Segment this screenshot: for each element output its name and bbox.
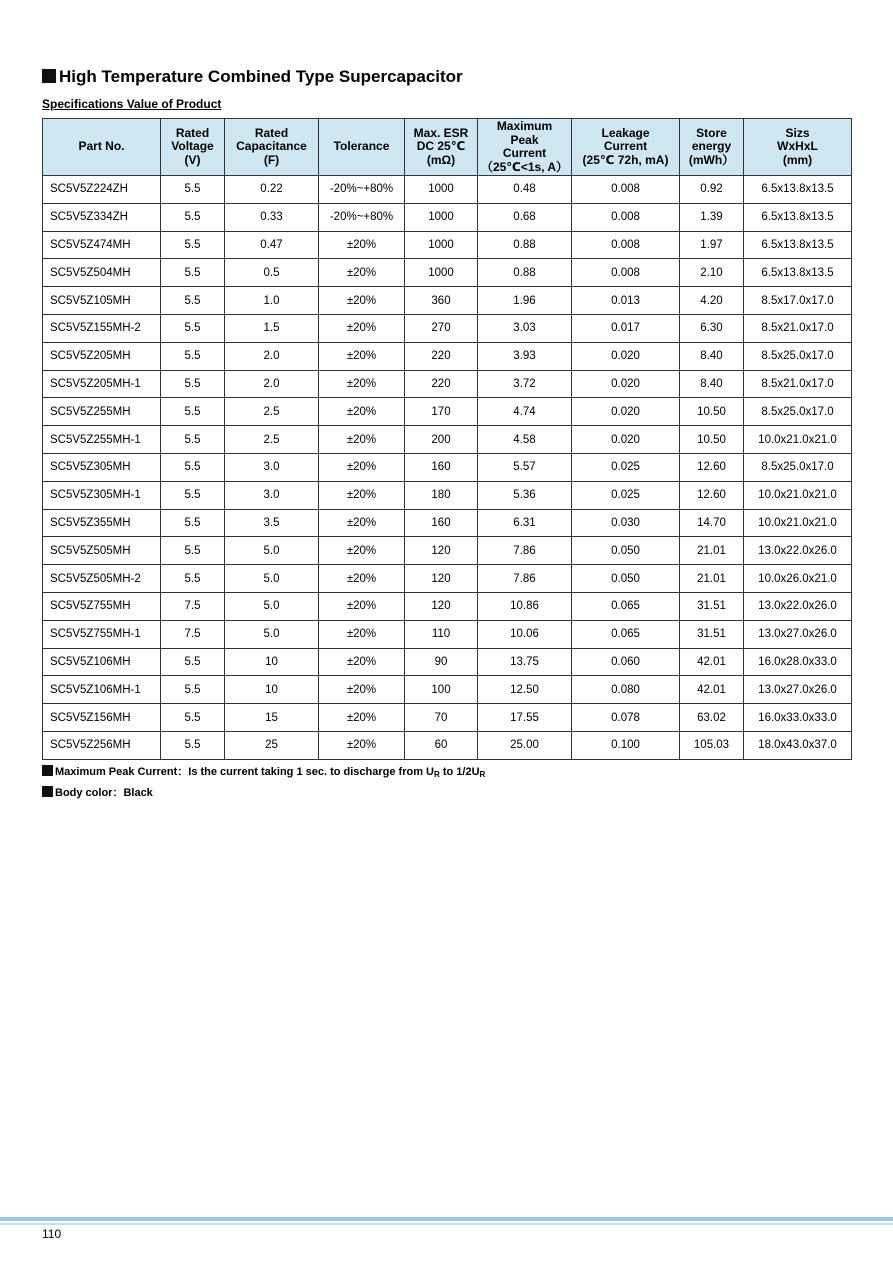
table-cell: 0.008: [572, 231, 680, 259]
table-row: [43, 648, 852, 676]
table-cell: 220: [405, 342, 478, 370]
table-cell: 8.40: [680, 342, 744, 370]
table-cell: 13.0x27.0x26.0: [744, 620, 852, 648]
column-header: [572, 119, 680, 176]
column-header-line: Leakage: [601, 125, 650, 140]
table-cell: 70: [405, 704, 478, 732]
table-cell: 0.5: [225, 259, 319, 287]
table-cell: 0.47: [225, 231, 319, 259]
table-cell: 7.86: [478, 537, 572, 565]
table-cell: 42.01: [680, 676, 744, 704]
table-cell: 110: [405, 620, 478, 648]
table-cell: 15: [225, 704, 319, 732]
table-cell: 0.22: [225, 176, 319, 204]
table-cell: 1000: [405, 176, 478, 204]
table-cell: 5.0: [225, 620, 319, 648]
page-title: [42, 66, 463, 88]
column-header-line: DC 25℃: [416, 139, 466, 154]
column-header-line: Peak: [510, 132, 539, 147]
column-header: [225, 119, 319, 176]
table-cell: 4.58: [478, 426, 572, 454]
table-cell: 5.5: [161, 676, 225, 704]
column-header-line: （25℃<1s, A）: [480, 159, 569, 174]
table-cell: 6.5x13.8x13.5: [744, 203, 852, 231]
part-number-cell: SC5V5Z106MH: [43, 648, 161, 676]
table-cell: 5.5: [161, 731, 225, 759]
table-cell: 3.93: [478, 342, 572, 370]
column-header-line: Tolerance: [333, 139, 390, 154]
table-row: [43, 676, 852, 704]
table-cell: 5.5: [161, 176, 225, 204]
table-row: [43, 426, 852, 454]
table-cell: 0.060: [572, 648, 680, 676]
table-cell: 5.5: [161, 537, 225, 565]
table-cell: 1.96: [478, 287, 572, 315]
table-cell: 0.008: [572, 203, 680, 231]
table-cell: 14.70: [680, 509, 744, 537]
table-cell: 5.5: [161, 314, 225, 342]
table-cell: 0.020: [572, 398, 680, 426]
table-cell: 7.5: [161, 620, 225, 648]
table-cell: 220: [405, 370, 478, 398]
part-number-cell: SC5V5Z505MH-2: [43, 565, 161, 593]
table-cell: ±20%: [319, 453, 405, 481]
table-row: [43, 592, 852, 620]
table-cell: 2.5: [225, 426, 319, 454]
table-cell: 10.50: [680, 398, 744, 426]
table-cell: 10.0x21.0x21.0: [744, 509, 852, 537]
part-number-cell: SC5V5Z474MH: [43, 231, 161, 259]
table-cell: 0.078: [572, 704, 680, 732]
table-cell: 1.97: [680, 231, 744, 259]
table-cell: 5.0: [225, 565, 319, 593]
table-cell: 10.0x26.0x21.0: [744, 565, 852, 593]
table-cell: 6.5x13.8x13.5: [744, 259, 852, 287]
column-header-line: Capacitance: [236, 139, 307, 154]
column-header-line: (F): [263, 152, 280, 167]
table-cell: 5.5: [161, 565, 225, 593]
table-cell: 0.025: [572, 453, 680, 481]
table-cell: -20%~+80%: [319, 176, 405, 204]
table-cell: 100: [405, 676, 478, 704]
section-subtitle: Specifications Value of Product: [42, 97, 222, 111]
table-cell: 1.5: [225, 314, 319, 342]
note-peak-current-mid: to 1/2U: [439, 766, 480, 778]
table-cell: 2.0: [225, 342, 319, 370]
part-number-cell: SC5V5Z755MH: [43, 592, 161, 620]
subscript-r: R: [434, 770, 440, 779]
table-cell: 0.050: [572, 565, 680, 593]
table-cell: 120: [405, 565, 478, 593]
table-cell: 3.72: [478, 370, 572, 398]
part-number-cell: SC5V5Z224ZH: [43, 176, 161, 204]
table-cell: 1.0: [225, 287, 319, 315]
table-cell: 5.5: [161, 704, 225, 732]
column-header: [405, 119, 478, 176]
table-cell: 0.065: [572, 592, 680, 620]
table-cell: 13.0x22.0x26.0: [744, 537, 852, 565]
table-cell: 10.06: [478, 620, 572, 648]
part-number-cell: SC5V5Z355MH: [43, 509, 161, 537]
table-cell: 10.86: [478, 592, 572, 620]
table-cell: 3.5: [225, 509, 319, 537]
table-cell: 10.0x21.0x21.0: [744, 481, 852, 509]
table-cell: 42.01: [680, 648, 744, 676]
column-header-line: (V): [184, 152, 201, 167]
table-cell: 5.5: [161, 453, 225, 481]
table-header-row: [43, 119, 852, 176]
table-cell: 1000: [405, 259, 478, 287]
table-cell: 5.5: [161, 509, 225, 537]
table-cell: 0.013: [572, 287, 680, 315]
table-row: [43, 731, 852, 759]
column-header: [43, 119, 161, 176]
column-header-line: energy: [691, 139, 732, 154]
table-row: [43, 620, 852, 648]
part-number-cell: SC5V5Z305MH: [43, 453, 161, 481]
table-cell: 360: [405, 287, 478, 315]
table-cell: 0.080: [572, 676, 680, 704]
table-cell: 0.020: [572, 370, 680, 398]
table-cell: 170: [405, 398, 478, 426]
table-cell: 160: [405, 453, 478, 481]
footer-rule: [0, 1217, 893, 1225]
table-cell: ±20%: [319, 426, 405, 454]
table-row: [43, 370, 852, 398]
table-row: [43, 259, 852, 287]
part-number-cell: SC5V5Z334ZH: [43, 203, 161, 231]
column-header: [680, 119, 744, 176]
table-cell: 10: [225, 676, 319, 704]
table-row: [43, 565, 852, 593]
table-cell: ±20%: [319, 370, 405, 398]
table-cell: 1000: [405, 203, 478, 231]
table-cell: 8.5x21.0x17.0: [744, 314, 852, 342]
note-peak-current-label: Maximum Peak Current：: [55, 766, 189, 778]
table-row: [43, 231, 852, 259]
page-title-text: High Temperature Combined Type Supercapacitor: [59, 67, 463, 86]
table-cell: 2.0: [225, 370, 319, 398]
table-cell: ±20%: [319, 592, 405, 620]
table-cell: 5.5: [161, 287, 225, 315]
table-cell: 12.60: [680, 481, 744, 509]
table-cell: ±20%: [319, 509, 405, 537]
table-row: [43, 481, 852, 509]
table-cell: 4.20: [680, 287, 744, 315]
table-row: [43, 314, 852, 342]
part-number-cell: SC5V5Z105MH: [43, 287, 161, 315]
table-cell: 5.5: [161, 370, 225, 398]
table-cell: 5.57: [478, 453, 572, 481]
part-number-cell: SC5V5Z156MH: [43, 704, 161, 732]
part-number-cell: SC5V5Z255MH: [43, 398, 161, 426]
column-header: [478, 119, 572, 176]
table-cell: 7.5: [161, 592, 225, 620]
table-cell: 0.33: [225, 203, 319, 231]
table-cell: ±20%: [319, 704, 405, 732]
table-cell: ±20%: [319, 342, 405, 370]
page-number: 110: [42, 1227, 62, 1241]
table-cell: 5.5: [161, 648, 225, 676]
table-row: [43, 203, 852, 231]
table-cell: 13.75: [478, 648, 572, 676]
table-cell: 16.0x33.0x33.0: [744, 704, 852, 732]
table-cell: 0.008: [572, 176, 680, 204]
table-cell: 10: [225, 648, 319, 676]
table-cell: 8.5x25.0x17.0: [744, 398, 852, 426]
table-cell: 0.050: [572, 537, 680, 565]
table-cell: 25.00: [478, 731, 572, 759]
table-cell: 90: [405, 648, 478, 676]
table-cell: 4.74: [478, 398, 572, 426]
table-cell: 6.5x13.8x13.5: [744, 176, 852, 204]
table-cell: 60: [405, 731, 478, 759]
part-number-cell: SC5V5Z155MH-2: [43, 314, 161, 342]
table-cell: 5.5: [161, 259, 225, 287]
table-cell: ±20%: [319, 231, 405, 259]
table-cell: ±20%: [319, 287, 405, 315]
table-row: [43, 398, 852, 426]
column-header-line: (mm): [782, 152, 813, 167]
part-number-cell: SC5V5Z755MH-1: [43, 620, 161, 648]
table-cell: 6.31: [478, 509, 572, 537]
column-header: [744, 119, 852, 176]
table-cell: 0.017: [572, 314, 680, 342]
table-row: [43, 287, 852, 315]
table-cell: 0.48: [478, 176, 572, 204]
note-peak-current-text: Is the current taking 1 sec. to discharge from U: [188, 766, 434, 778]
column-header-line: Current: [502, 146, 547, 160]
table-cell: 5.0: [225, 537, 319, 565]
table-cell: 0.88: [478, 231, 572, 259]
column-header: [319, 119, 405, 176]
table-cell: 8.40: [680, 370, 744, 398]
table-cell: ±20%: [319, 259, 405, 287]
table-cell: 120: [405, 592, 478, 620]
part-number-cell: SC5V5Z504MH: [43, 259, 161, 287]
part-number-cell: SC5V5Z256MH: [43, 731, 161, 759]
table-cell: 10.0x21.0x21.0: [744, 426, 852, 454]
table-cell: 5.5: [161, 398, 225, 426]
column-header-line: Sizs: [785, 125, 810, 140]
table-cell: 0.68: [478, 203, 572, 231]
table-cell: 0.025: [572, 481, 680, 509]
table-cell: 12.50: [478, 676, 572, 704]
table-body: [43, 176, 852, 760]
part-number-cell: SC5V5Z205MH-1: [43, 370, 161, 398]
column-header-line: (25℃ 72h, mA): [582, 152, 669, 167]
table-cell: ±20%: [319, 481, 405, 509]
column-header-line: (mWh）: [688, 152, 735, 167]
table-cell: 12.60: [680, 453, 744, 481]
table-cell: ±20%: [319, 731, 405, 759]
table-cell: 63.02: [680, 704, 744, 732]
table-cell: 0.100: [572, 731, 680, 759]
note-body-color-text: Body color：Black: [55, 787, 153, 799]
square-bullet-icon: [42, 765, 53, 776]
table-cell: 0.008: [572, 259, 680, 287]
table-cell: 1000: [405, 231, 478, 259]
column-header-line: WxHxL: [777, 139, 818, 154]
table-cell: 6.30: [680, 314, 744, 342]
table-row: [43, 453, 852, 481]
table-cell: 160: [405, 509, 478, 537]
table-cell: 0.92: [680, 176, 744, 204]
table-cell: 10.50: [680, 426, 744, 454]
table-cell: 180: [405, 481, 478, 509]
table-cell: 200: [405, 426, 478, 454]
table-cell: 17.55: [478, 704, 572, 732]
column-header-line: Max. ESR: [413, 125, 469, 140]
note-body-color: [42, 785, 153, 800]
part-number-cell: SC5V5Z255MH-1: [43, 426, 161, 454]
table-cell: 21.01: [680, 537, 744, 565]
part-number-cell: SC5V5Z305MH-1: [43, 481, 161, 509]
part-number-cell: SC5V5Z205MH: [43, 342, 161, 370]
spec-table: [42, 118, 852, 760]
table-cell: 31.51: [680, 620, 744, 648]
part-number-cell: SC5V5Z505MH: [43, 537, 161, 565]
table-cell: 21.01: [680, 565, 744, 593]
table-cell: 0.88: [478, 259, 572, 287]
table-cell: 2.5: [225, 398, 319, 426]
table-row: [43, 509, 852, 537]
column-header-line: Maximum: [496, 119, 553, 133]
table-cell: ±20%: [319, 648, 405, 676]
table-cell: 0.020: [572, 426, 680, 454]
table-cell: -20%~+80%: [319, 203, 405, 231]
table-cell: ±20%: [319, 620, 405, 648]
table-cell: 8.5x25.0x17.0: [744, 342, 852, 370]
table-cell: 0.020: [572, 342, 680, 370]
table-cell: 8.5x21.0x17.0: [744, 370, 852, 398]
column-header-line: Part No.: [78, 139, 125, 154]
table-cell: 18.0x43.0x37.0: [744, 731, 852, 759]
table-row: [43, 537, 852, 565]
note-peak-current: [42, 764, 485, 779]
table-row: [43, 342, 852, 370]
table-cell: 8.5x25.0x17.0: [744, 453, 852, 481]
table-cell: ±20%: [319, 676, 405, 704]
part-number-cell: SC5V5Z106MH-1: [43, 676, 161, 704]
square-bullet-icon: [42, 786, 53, 797]
table-cell: 5.5: [161, 203, 225, 231]
table-cell: 0.065: [572, 620, 680, 648]
column-header-line: Store: [696, 125, 727, 140]
table-cell: 5.36: [478, 481, 572, 509]
table-cell: 31.51: [680, 592, 744, 620]
table-cell: 5.5: [161, 231, 225, 259]
table-row: [43, 176, 852, 204]
table-cell: 6.5x13.8x13.5: [744, 231, 852, 259]
table-cell: ±20%: [319, 565, 405, 593]
table-row: [43, 704, 852, 732]
column-header-line: (mΩ): [426, 152, 456, 167]
table-cell: 5.5: [161, 426, 225, 454]
table-cell: 270: [405, 314, 478, 342]
table-cell: 3.0: [225, 453, 319, 481]
table-cell: 8.5x17.0x17.0: [744, 287, 852, 315]
column-header-line: Rated: [254, 125, 289, 140]
table-cell: ±20%: [319, 398, 405, 426]
table-cell: 13.0x22.0x26.0: [744, 592, 852, 620]
subscript-r: R: [479, 770, 486, 779]
table-cell: 1.39: [680, 203, 744, 231]
table-cell: 0.030: [572, 509, 680, 537]
table-cell: 5.5: [161, 481, 225, 509]
square-bullet-icon: [42, 69, 56, 83]
table-cell: 3.0: [225, 481, 319, 509]
table-cell: 16.0x28.0x33.0: [744, 648, 852, 676]
table-cell: 13.0x27.0x26.0: [744, 676, 852, 704]
table-cell: 2.10: [680, 259, 744, 287]
table-cell: 120: [405, 537, 478, 565]
table-cell: 25: [225, 731, 319, 759]
table-cell: ±20%: [319, 537, 405, 565]
table-cell: 7.86: [478, 565, 572, 593]
table-cell: 105.03: [680, 731, 744, 759]
table-cell: ±20%: [319, 314, 405, 342]
column-header-line: Current: [603, 139, 648, 154]
table-cell: 5.5: [161, 342, 225, 370]
table-cell: 3.03: [478, 314, 572, 342]
column-header-line: Voltage: [171, 139, 214, 154]
column-header-line: Rated: [175, 125, 210, 140]
column-header: [161, 119, 225, 176]
table-cell: 5.0: [225, 592, 319, 620]
